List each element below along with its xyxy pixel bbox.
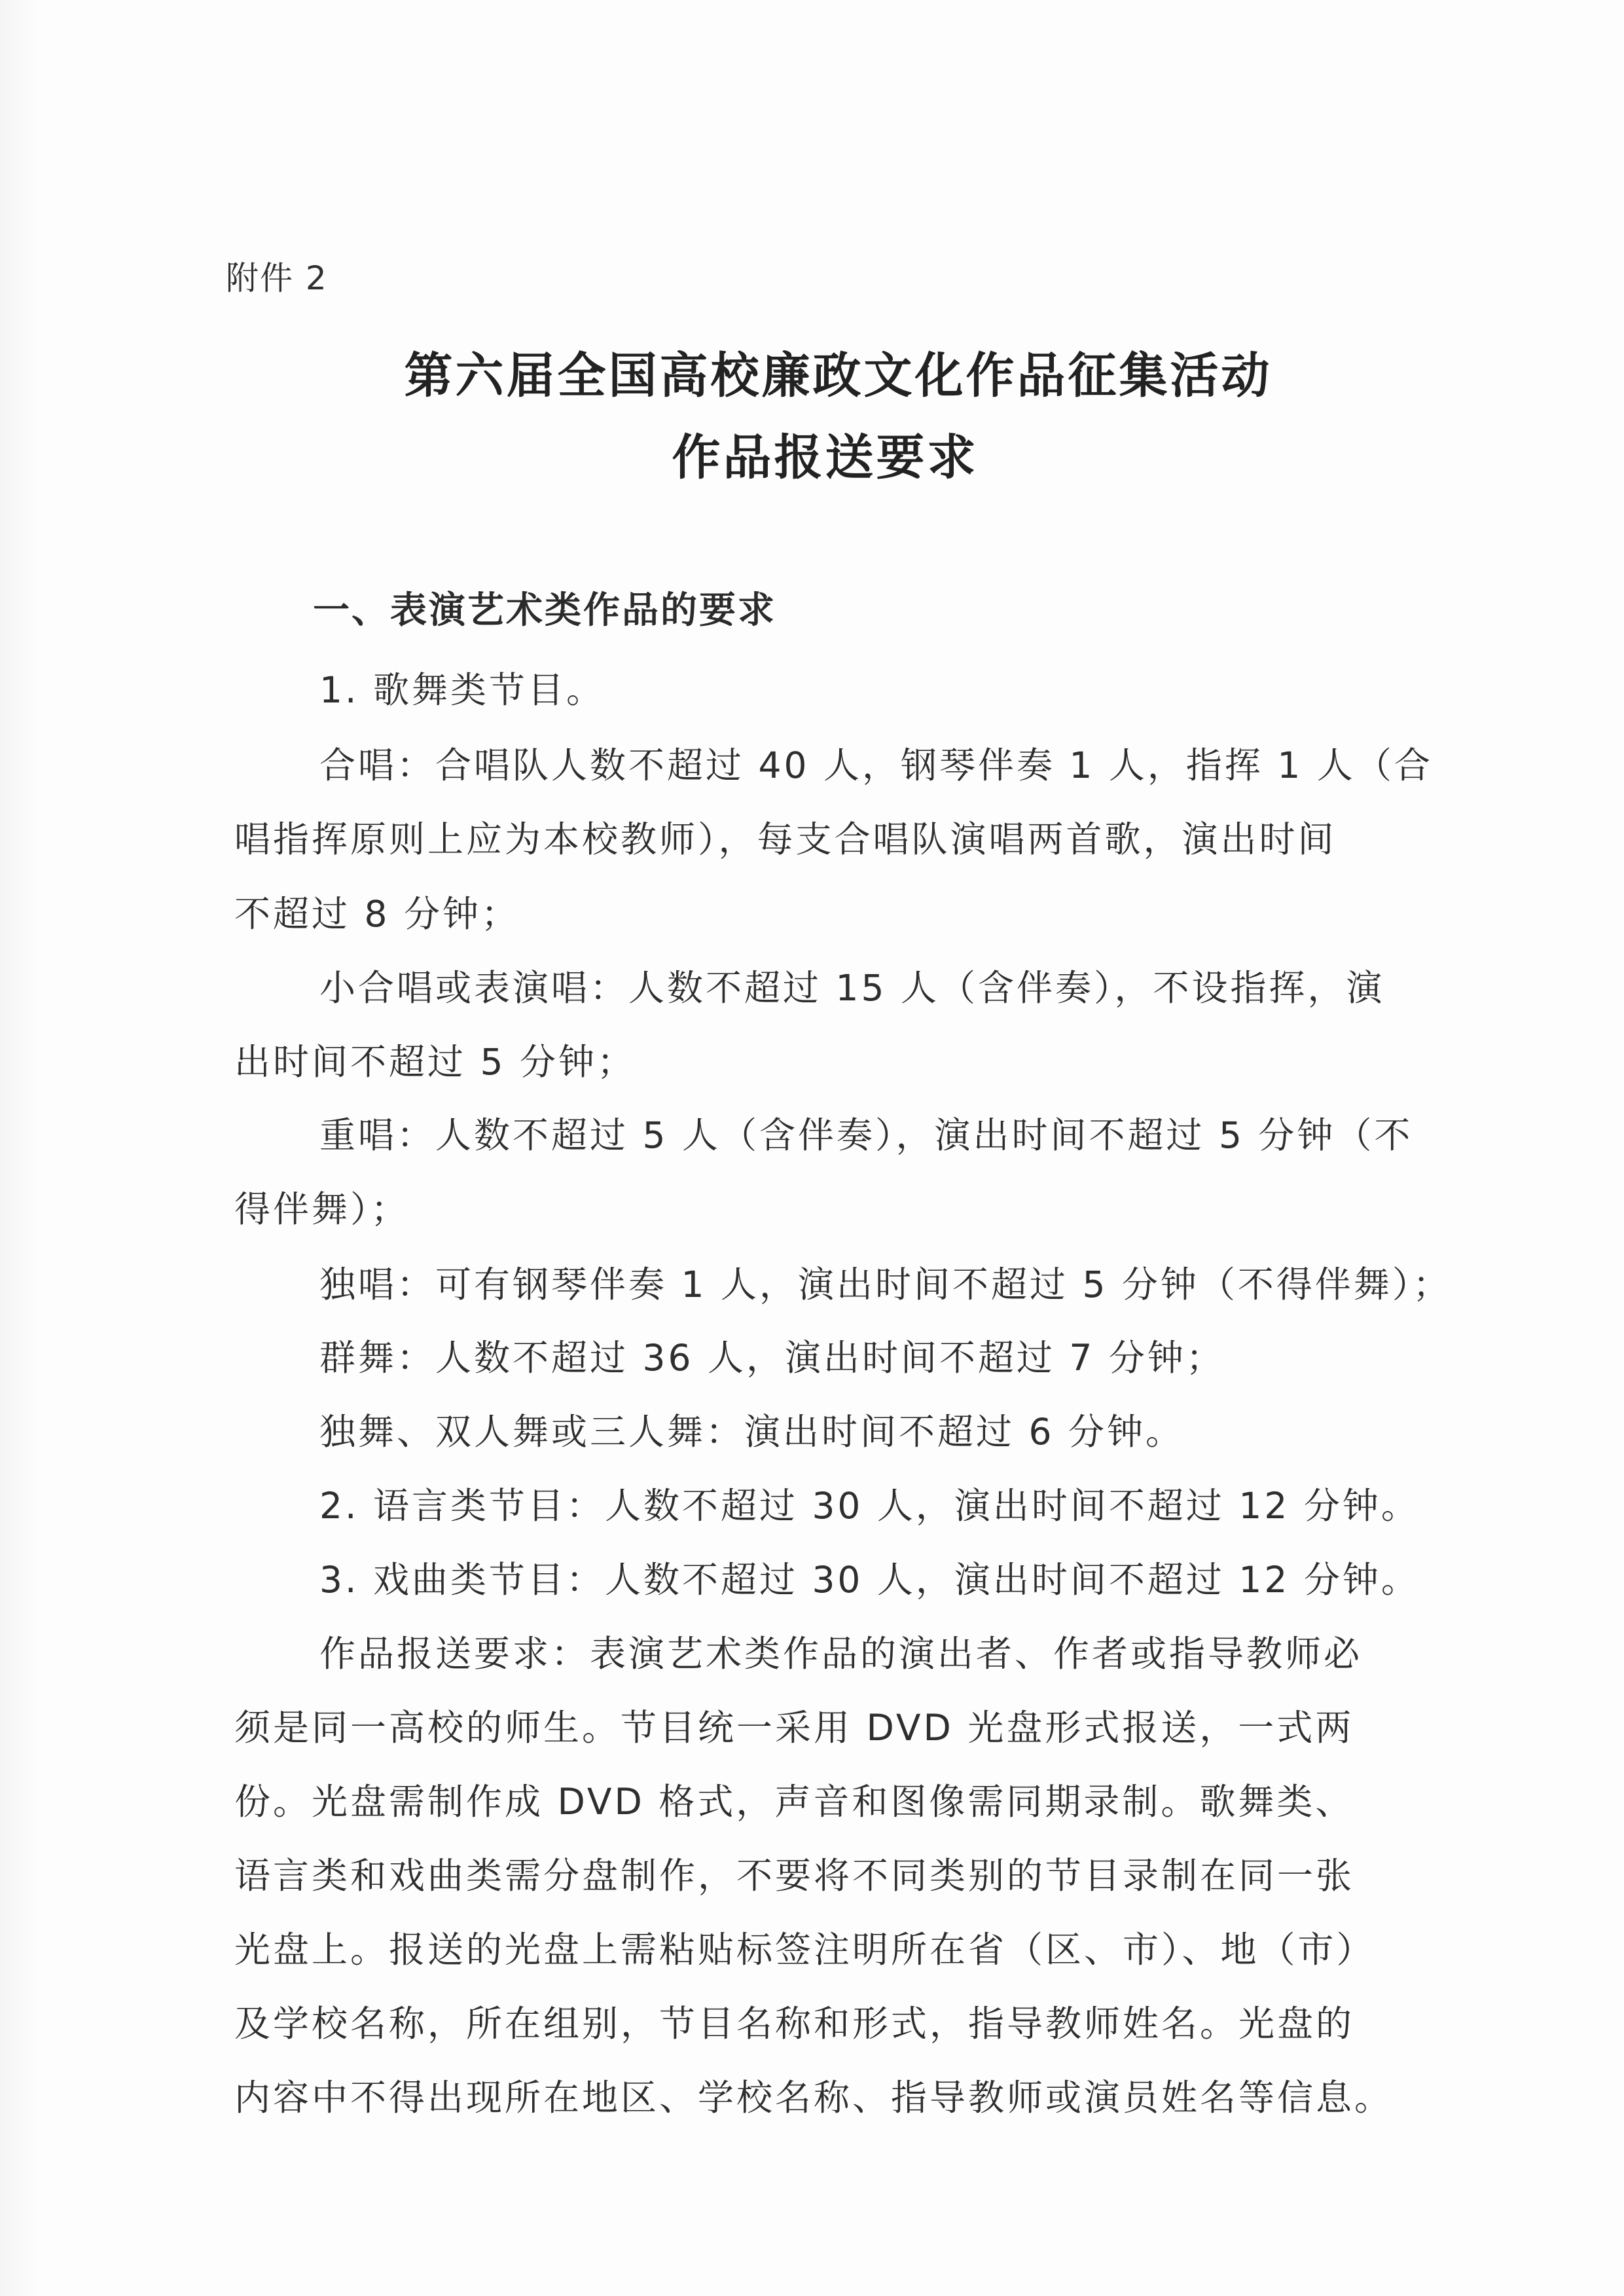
body-line: 作品报送要求：表演艺术类作品的演出者、作者或指导教师必	[319, 1633, 1363, 1675]
body-line: 份。光盘需制作成 DVD 格式，声音和图像需同期录制。歌舞类、	[234, 1781, 1354, 1823]
body-line: 群舞：人数不超过 36 人，演出时间不超过 7 分钟；	[319, 1337, 1225, 1379]
body-line: 语言类和戏曲类需分盘制作，不要将不同类别的节目录制在同一张	[234, 1855, 1355, 1897]
body-line: 3. 戏曲类节目：人数不超过 30 人，演出时间不超过 12 分钟。	[319, 1559, 1420, 1601]
document-title-line-2: 作品报送要求	[672, 429, 979, 486]
body-line: 独舞、双人舞或三人舞：演出时间不超过 6 分钟。	[319, 1411, 1184, 1453]
body-line: 唱指挥原则上应为本校教师），每支合唱队演唱两首歌，演出时间	[234, 818, 1337, 860]
document-title-line-1: 第六届全国高校廉政文化作品征集活动	[404, 348, 1272, 404]
section-heading-performing-arts: 一、表演艺术类作品的要求	[313, 589, 776, 632]
body-line: 须是同一高校的师生。节目统一采用 DVD 光盘形式报送，一式两	[234, 1707, 1354, 1749]
body-line: 得伴舞）；	[234, 1188, 410, 1230]
attachment-label: 附件 2	[226, 259, 328, 297]
body-line: 内容中不得出现所在地区、学校名称、指导教师或演员姓名等信息。	[234, 2077, 1394, 2119]
body-line: 2. 语言类节目：人数不超过 30 人，演出时间不超过 12 分钟。	[319, 1485, 1420, 1527]
body-line: 光盘上。报送的光盘上需粘贴标签注明所在省（区、市）、地（市）	[234, 1929, 1375, 1971]
body-line: 小合唱或表演唱：人数不超过 15 人（含伴奏），不设指挥，演	[319, 967, 1385, 1009]
body-line: 独唱：可有钢琴伴奏 1 人，演出时间不超过 5 分钟（不得伴舞）；	[319, 1264, 1452, 1305]
body-line: 1. 歌舞类节目。	[319, 669, 605, 711]
body-line: 不超过 8 分钟；	[234, 893, 520, 935]
body-line: 合唱：合唱队人数不超过 40 人，钢琴伴奏 1 人，指挥 1 人（合	[319, 744, 1433, 786]
body-line: 及学校名称，所在组别，节目名称和形式，指导教师姓名。光盘的	[234, 2003, 1355, 2045]
body-line: 重唱：人数不超过 5 人（含伴奏），演出时间不超过 5 分钟（不	[319, 1114, 1413, 1156]
body-line: 出时间不超过 5 分钟；	[234, 1041, 636, 1083]
